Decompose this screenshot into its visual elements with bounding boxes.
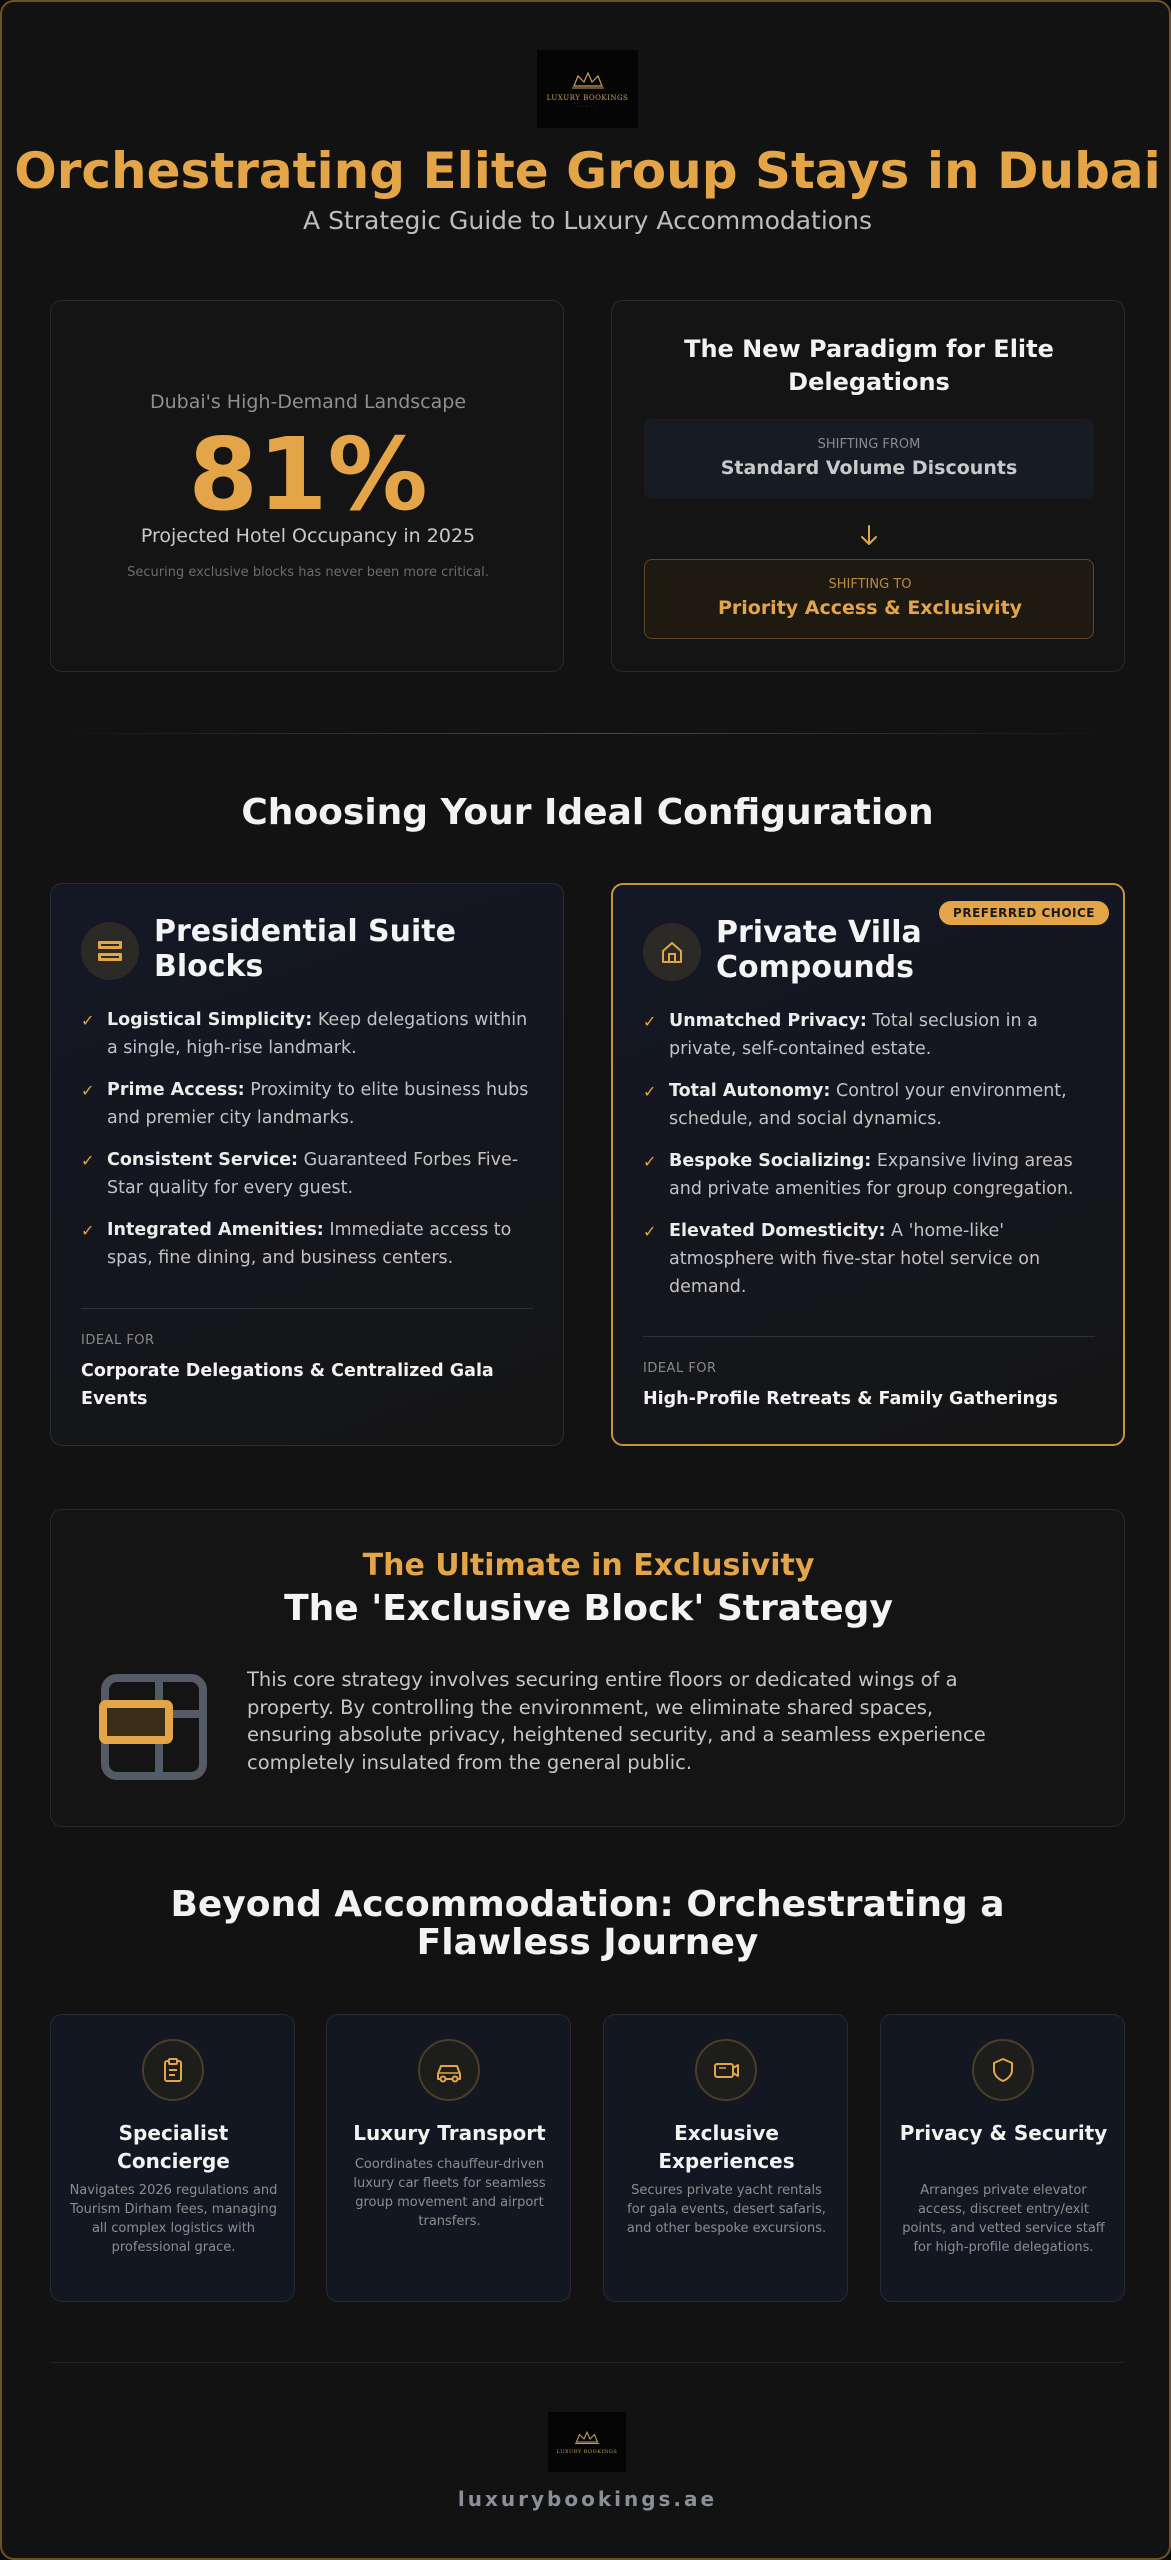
service-title: Specialist Concierge — [117, 2121, 230, 2173]
list-item: ✓ Prime Access: Proximity to elite business hubs and premier city landmarks. — [81, 1076, 541, 1132]
service-card-concierge — [50, 2014, 295, 2302]
service-description: Arranges private elevator access, discreet entry/exit points, and vetted service staff for high-profile delegations. — [902, 2183, 1105, 2255]
preferred-choice-badge: PREFERRED CHOICE — [939, 901, 1109, 925]
exclusive-description: This core strategy involves securing entire floors or dedicated wings of a property. By controlling the environment, we eliminate shared spaces, ensuring absolute privacy, heightened security, and a seamless experience completely insulated from the general public. — [247, 1668, 986, 1774]
logo-text: LUXURY BOOKINGS — [556, 2448, 618, 2455]
suite-ideal-for-text: Corporate Delegations & Centralized Gala Events — [81, 1361, 494, 1409]
divider — [81, 1308, 533, 1309]
ticket-icon — [695, 2039, 757, 2101]
page-subtitle: A Strategic Guide to Luxury Accommodations — [303, 206, 872, 235]
brand-logo[interactable] — [537, 50, 638, 128]
service-card-security — [880, 2014, 1125, 2302]
shifting-from-label: SHIFTING FROM — [817, 437, 921, 452]
villa-title: Private Villa Compounds — [716, 915, 922, 985]
footer-url[interactable]: luxurybookings.ae — [457, 2487, 718, 2511]
clipboard-icon — [142, 2039, 204, 2101]
car-icon — [418, 2039, 480, 2101]
list-item: ✓ Integrated Amenities: Immediate access to spas, fine dining, and business centers. — [81, 1216, 541, 1272]
arrow-down-icon — [854, 521, 884, 551]
service-title: Luxury Transport — [353, 2121, 546, 2145]
stat-label: Dubai's High-Demand Landscape — [149, 391, 467, 413]
exclusive-block-card — [50, 1509, 1125, 1827]
building-icon — [81, 922, 139, 980]
shifting-to-label: SHIFTING TO — [828, 577, 912, 592]
check-icon: ✓ — [81, 1151, 95, 1170]
list-item: ✓ Consistent Service: Guaranteed Forbes Five-Star quality for every guest. — [81, 1146, 541, 1202]
section-divider — [50, 733, 1125, 734]
paradigm-title: The New Paradigm for Elite Delegations — [684, 335, 1054, 396]
stat-caption: Projected Hotel Occupancy in 2025 — [140, 525, 476, 547]
check-icon: ✓ — [643, 1082, 657, 1101]
shifting-from-box — [644, 419, 1094, 499]
check-icon: ✓ — [81, 1081, 95, 1100]
check-icon: ✓ — [643, 1222, 657, 1241]
exclusive-kicker: The Ultimate in Exclusivity — [362, 1548, 815, 1583]
suite-benefits-list — [81, 1006, 541, 1286]
ideal-for-label: IDEAL FOR — [643, 1361, 717, 1376]
home-icon — [643, 923, 701, 981]
services-section-title: Beyond Accommodation: Orchestrating a Flawless Journey — [170, 1884, 1005, 1963]
villa-compounds-card — [611, 883, 1125, 1446]
shield-icon — [972, 2039, 1034, 2101]
check-icon: ✓ — [81, 1221, 95, 1240]
floor-plan-icon — [99, 1672, 209, 1782]
stat-note: Securing exclusive blocks has never been more critical. — [127, 565, 489, 580]
service-title: Exclusive Experiences — [658, 2121, 795, 2173]
check-icon: ✓ — [643, 1012, 657, 1031]
list-item: ✓ Logistical Simplicity: Keep delegations within a single, high-rise landmark. — [81, 1006, 541, 1062]
shifting-to-box — [644, 559, 1094, 639]
villa-benefits-list — [643, 1007, 1103, 1315]
shifting-to-text: Priority Access & Exclusivity — [717, 597, 1023, 619]
logo-ornament: · · · · · — [577, 103, 598, 109]
exclusive-title: The 'Exclusive Block' Strategy — [284, 1588, 893, 1629]
ideal-for-label: IDEAL FOR — [81, 1333, 155, 1348]
suite-blocks-card — [50, 883, 564, 1446]
list-item: ✓ Unmatched Privacy: Total seclusion in a private, self-contained estate. — [643, 1007, 1103, 1063]
check-icon: ✓ — [81, 1011, 95, 1030]
check-icon: ✓ — [643, 1152, 657, 1171]
list-item: ✓ Bespoke Socializing: Expansive living areas and private amenities for group congregation. — [643, 1147, 1103, 1203]
service-title: Privacy & Security — [899, 2121, 1108, 2145]
list-item: ✓ Total Autonomy: Control your environment, schedule, and social dynamics. — [643, 1077, 1103, 1133]
footer-logo[interactable] — [548, 2412, 626, 2472]
service-description: Secures private yacht rentals for gala events, desert safaris, and other bespoke excursions. — [626, 2183, 827, 2236]
occupancy-stat-card — [50, 300, 564, 672]
service-card-transport — [326, 2014, 571, 2302]
footer-divider — [50, 2362, 1125, 2363]
suite-title: Presidential Suite Blocks — [154, 914, 456, 984]
service-description: Coordinates chauffeur-driven luxury car fleets for seamless group movement and airport transfers. — [353, 2157, 546, 2229]
service-description: Navigates 2026 regulations and Tourism Dirham fees, managing all complex logistics with professional grace. — [69, 2183, 278, 2255]
service-card-experiences — [603, 2014, 848, 2302]
crown-icon — [568, 70, 608, 90]
crown-icon — [572, 2430, 602, 2445]
config-section-title: Choosing Your Ideal Configuration — [241, 792, 934, 833]
page-title: Orchestrating Elite Group Stays in Dubai — [14, 142, 1161, 200]
list-item: ✓ Elevated Domesticity: A 'home-like' atmosphere with five-star hotel service on demand. — [643, 1217, 1103, 1301]
paradigm-card — [611, 300, 1125, 672]
logo-text: LUXURY BOOKINGS — [546, 93, 629, 102]
shifting-from-text: Standard Volume Discounts — [720, 457, 1018, 479]
stat-value: 81% — [188, 416, 428, 533]
villa-ideal-for-text: High-Profile Retreats & Family Gatherings — [643, 1389, 1058, 1409]
divider — [643, 1336, 1095, 1337]
